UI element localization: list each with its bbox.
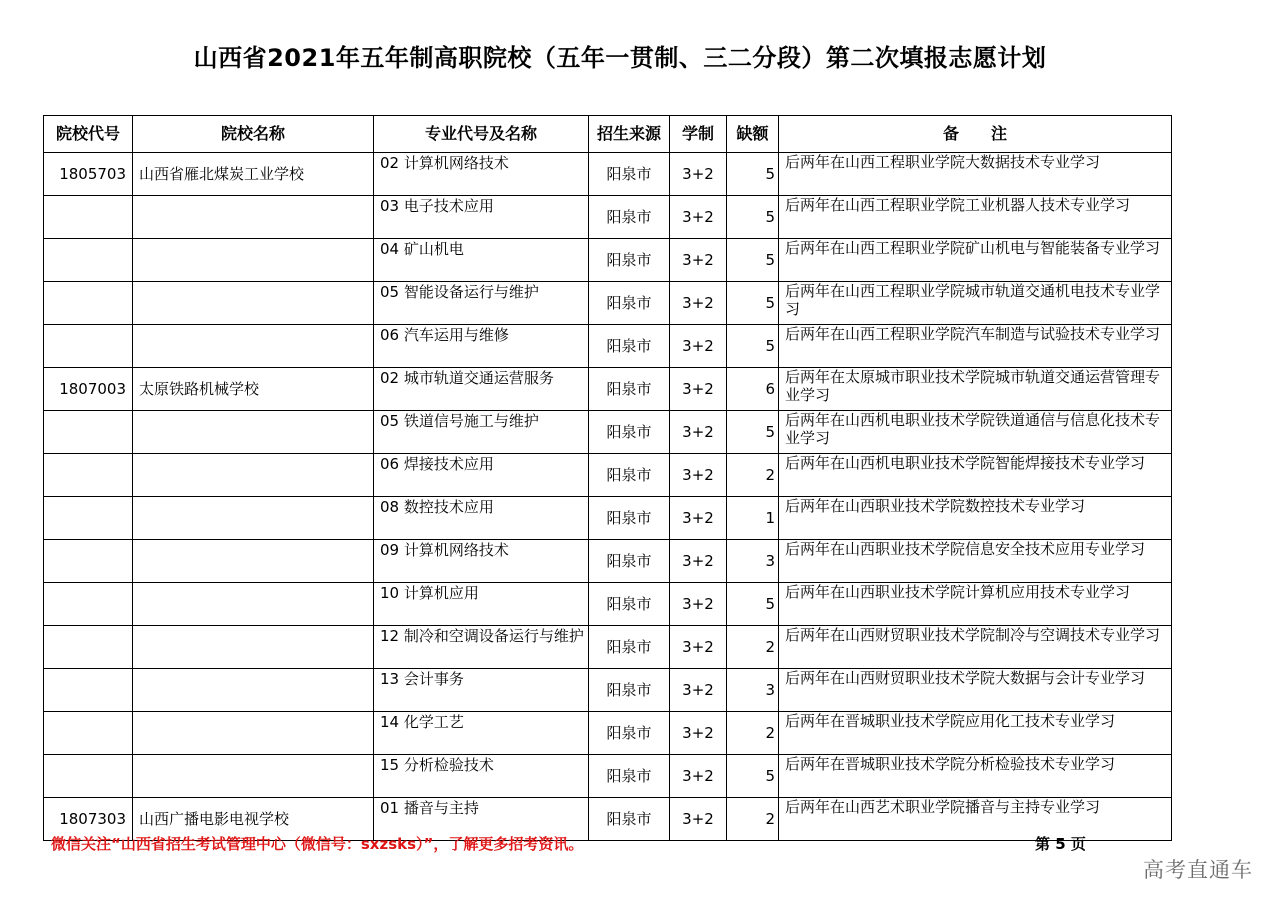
cell-school-code [44,325,133,368]
cell-note: 后两年在晋城职业技术学院分析检验技术专业学习 [779,755,1172,798]
cell-school-name [133,325,374,368]
cell-major: 05 智能设备运行与维护 [374,282,589,325]
cell-source: 阳泉市 [589,368,670,411]
cell-quota: 2 [727,798,779,841]
cell-source: 阳泉市 [589,583,670,626]
table-row [44,454,1172,497]
cell-quota: 1 [727,497,779,540]
cell-term: 3+2 [670,368,727,411]
cell-quota: 3 [727,540,779,583]
cell-school-code: 1807303 [44,798,133,841]
cell-school-code [44,282,133,325]
page-number: 第 5 页 [1035,835,1086,853]
cell-school-name [133,411,374,454]
cell-note: 后两年在晋城职业技术学院应用化工技术专业学习 [779,712,1172,755]
table-row [44,755,1172,798]
cell-note: 后两年在山西财贸职业技术学院制冷与空调技术专业学习 [779,626,1172,669]
header-school-code: 院校代号 [44,116,133,153]
table-row [44,411,1172,454]
table-header-row [44,116,1172,153]
cell-school-code [44,239,133,282]
cell-term: 3+2 [670,583,727,626]
cell-school-code [44,626,133,669]
cell-school-code [44,669,133,712]
cell-quota: 2 [727,626,779,669]
cell-note: 后两年在山西机电职业技术学院铁道通信与信息化技术专业学习 [779,411,1172,454]
cell-quota: 3 [727,669,779,712]
table-row [44,626,1172,669]
table-row [44,196,1172,239]
cell-term: 3+2 [670,196,727,239]
cell-school-code [44,411,133,454]
cell-note: 后两年在山西财贸职业技术学院大数据与会计专业学习 [779,669,1172,712]
cell-source: 阳泉市 [589,454,670,497]
cell-note: 后两年在山西工程职业学院城市轨道交通机电技术专业学习 [779,282,1172,325]
cell-source: 阳泉市 [589,540,670,583]
cell-quota: 5 [727,325,779,368]
cell-source: 阳泉市 [589,411,670,454]
cell-school-name [133,712,374,755]
cell-major: 06 汽车运用与维修 [374,325,589,368]
table-row [44,540,1172,583]
cell-school-name: 山西省雁北煤炭工业学校 [133,153,374,196]
cell-school-name [133,583,374,626]
cell-term: 3+2 [670,540,727,583]
cell-source: 阳泉市 [589,497,670,540]
enrollment-plan-table [43,115,1172,841]
header-note: 备 注 [779,116,1172,153]
cell-school-name [133,239,374,282]
cell-major: 02 城市轨道交通运营服务 [374,368,589,411]
cell-note: 后两年在山西工程职业学院矿山机电与智能装备专业学习 [779,239,1172,282]
cell-school-name [133,669,374,712]
cell-school-name [133,454,374,497]
cell-term: 3+2 [670,755,727,798]
cell-quota: 5 [727,282,779,325]
cell-source: 阳泉市 [589,755,670,798]
cell-source: 阳泉市 [589,798,670,841]
cell-major: 04 矿山机电 [374,239,589,282]
cell-source: 阳泉市 [589,153,670,196]
cell-school-name [133,540,374,583]
cell-term: 3+2 [670,798,727,841]
cell-term: 3+2 [670,153,727,196]
table-row [44,239,1172,282]
cell-school-code: 1807003 [44,368,133,411]
cell-quota: 5 [727,196,779,239]
watermark-text: 高考直通车 [1143,858,1253,882]
cell-school-code [44,712,133,755]
cell-school-code [44,540,133,583]
cell-major: 08 数控技术应用 [374,497,589,540]
cell-quota: 5 [727,411,779,454]
table-row [44,153,1172,196]
cell-note: 后两年在山西工程职业学院汽车制造与试验技术专业学习 [779,325,1172,368]
table-row [44,712,1172,755]
cell-term: 3+2 [670,669,727,712]
cell-major: 01 播音与主持 [374,798,589,841]
cell-school-name [133,282,374,325]
table-row [44,368,1172,411]
cell-major: 02 计算机网络技术 [374,153,589,196]
header-major: 专业代号及名称 [374,116,589,153]
cell-major: 05 铁道信号施工与维护 [374,411,589,454]
cell-source: 阳泉市 [589,712,670,755]
cell-term: 3+2 [670,411,727,454]
cell-source: 阳泉市 [589,196,670,239]
cell-term: 3+2 [670,712,727,755]
table-row [44,325,1172,368]
cell-term: 3+2 [670,454,727,497]
cell-quota: 5 [727,755,779,798]
cell-major: 12 制冷和空调设备运行与维护 [374,626,589,669]
cell-major: 06 焊接技术应用 [374,454,589,497]
cell-source: 阳泉市 [589,282,670,325]
cell-major: 10 计算机应用 [374,583,589,626]
cell-school-name [133,626,374,669]
cell-note: 后两年在太原城市职业技术学院城市轨道交通运营管理专业学习 [779,368,1172,411]
cell-quota: 5 [727,239,779,282]
cell-source: 阳泉市 [589,626,670,669]
header-term: 学制 [670,116,727,153]
table-row [44,497,1172,540]
cell-note: 后两年在山西工程职业学院大数据技术专业学习 [779,153,1172,196]
header-source: 招生来源 [589,116,670,153]
table-row [44,282,1172,325]
header-quota: 缺额 [727,116,779,153]
cell-note: 后两年在山西机电职业技术学院智能焊接技术专业学习 [779,454,1172,497]
table-row [44,669,1172,712]
cell-term: 3+2 [670,239,727,282]
cell-source: 阳泉市 [589,325,670,368]
cell-school-name [133,497,374,540]
cell-school-code [44,497,133,540]
cell-school-code [44,583,133,626]
cell-quota: 5 [727,153,779,196]
cell-term: 3+2 [670,497,727,540]
cell-major: 09 计算机网络技术 [374,540,589,583]
table-body [44,153,1172,841]
cell-note: 后两年在山西职业技术学院计算机应用技术专业学习 [779,583,1172,626]
cell-term: 3+2 [670,325,727,368]
cell-source: 阳泉市 [589,669,670,712]
header-school-name: 院校名称 [133,116,374,153]
cell-note: 后两年在山西职业技术学院数控技术专业学习 [779,497,1172,540]
cell-school-code [44,196,133,239]
cell-major: 03 电子技术应用 [374,196,589,239]
cell-major: 13 会计事务 [374,669,589,712]
cell-major: 14 化学工艺 [374,712,589,755]
cell-note: 后两年在山西职业技术学院信息安全技术应用专业学习 [779,540,1172,583]
cell-school-code [44,755,133,798]
cell-school-name [133,755,374,798]
cell-note: 后两年在山西工程职业学院工业机器人技术专业学习 [779,196,1172,239]
page-title: 山西省2021年五年制高职院校（五年一贯制、三二分段）第二次填报志愿计划 [193,44,1047,72]
cell-quota: 2 [727,454,779,497]
cell-term: 3+2 [670,282,727,325]
cell-quota: 6 [727,368,779,411]
cell-quota: 2 [727,712,779,755]
cell-school-name: 太原铁路机械学校 [133,368,374,411]
table-row [44,583,1172,626]
cell-school-name: 山西广播电影电视学校 [133,798,374,841]
cell-quota: 5 [727,583,779,626]
cell-source: 阳泉市 [589,239,670,282]
cell-major: 15 分析检验技术 [374,755,589,798]
cell-school-code [44,454,133,497]
cell-term: 3+2 [670,626,727,669]
cell-school-code: 1805703 [44,153,133,196]
wechat-notice: 微信关注“山西省招生考试管理中心（微信号：sxzsks）”，了解更多招考资讯。 [51,835,584,853]
cell-note: 后两年在山西艺术职业学院播音与主持专业学习 [779,798,1172,841]
cell-school-name [133,196,374,239]
